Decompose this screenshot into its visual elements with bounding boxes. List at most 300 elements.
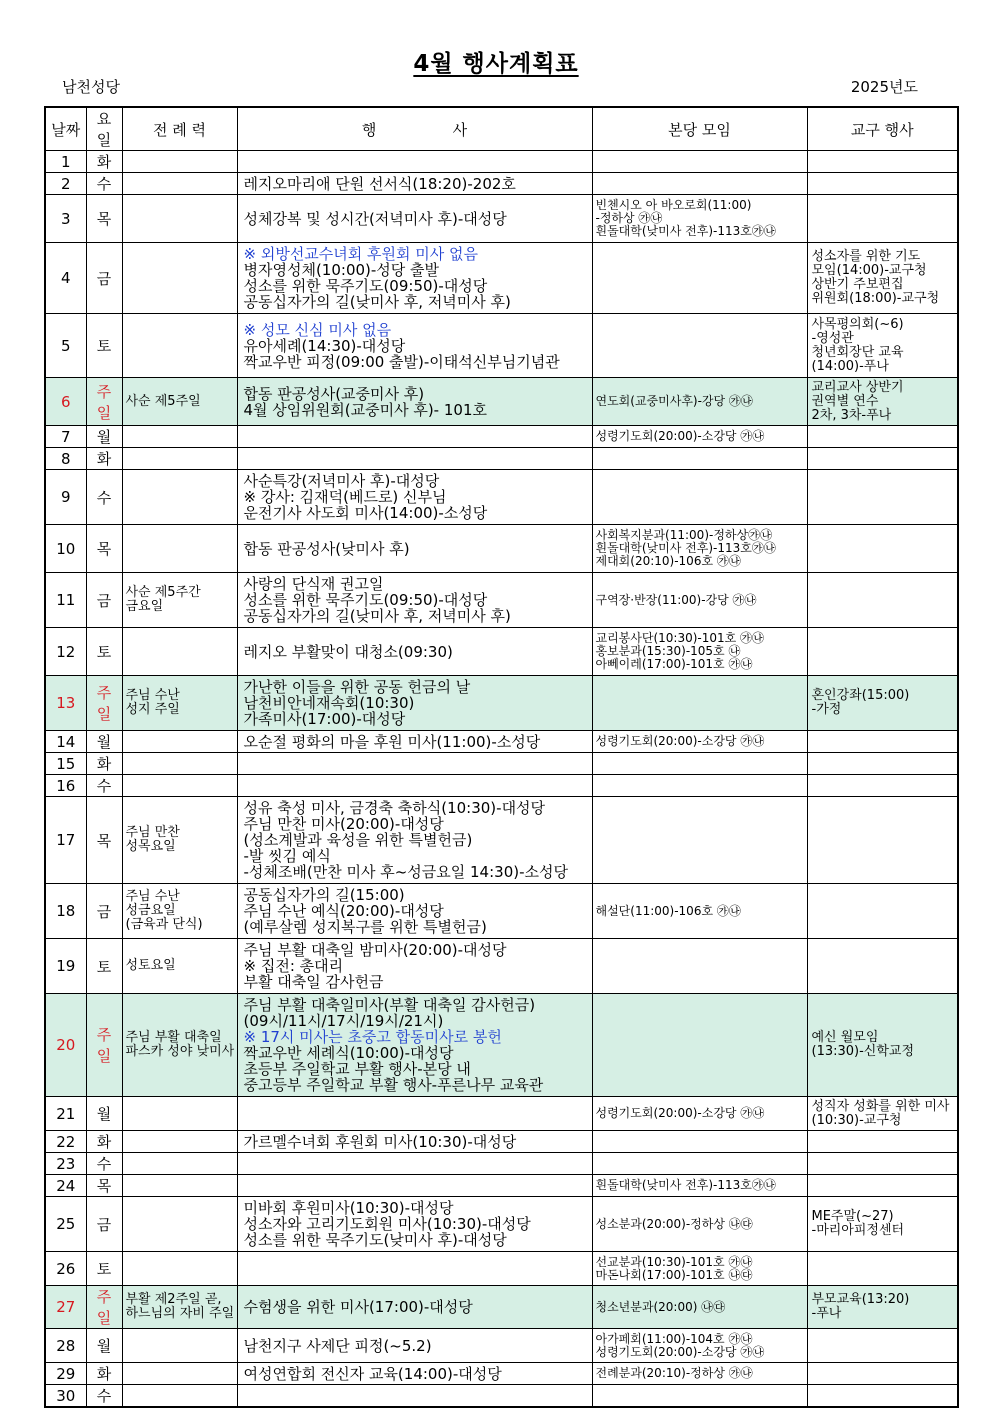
events-cell [237,173,592,195]
weekday: 주일 [86,1286,122,1329]
day-number: 18 [45,884,86,939]
diocese-cell-line: -푸나 [811,1306,842,1321]
table-row [45,994,958,1097]
table-row [45,1252,958,1286]
meetings-cell [592,426,807,448]
events-cell [237,1131,592,1153]
liturgy-cell [122,1329,237,1363]
events-cell-line: 짝교우반 피정(09:00 출발)-이태석신부님기념관 [243,352,560,371]
meetings-cell-line: 성령기도회(20:00)-소강당 ㉮㉯ [595,1344,765,1359]
day-number: 8 [45,448,86,470]
diocese-cell [807,195,958,243]
events-cell [237,628,592,676]
table-row [45,1175,958,1197]
diocese-cell-line: (10:30)-교구청 [811,1112,902,1128]
diocese-cell [807,378,958,426]
liturgy-cell [122,676,237,731]
header-parish-meetings: 본당 모임 [592,107,807,151]
diocese-cell [807,1175,958,1197]
diocese-cell-line: 상반기 주보편집 [811,277,904,292]
liturgy-cell-line: 금요일 [125,599,164,614]
diocese-cell [807,573,958,628]
events-cell-line: ※ 집전: 총대리 [243,957,344,975]
liturgy-cell [122,1175,237,1197]
liturgy-cell [122,195,237,243]
diocese-cell [807,243,958,314]
diocese-cell [807,994,958,1097]
table-row [45,1363,958,1385]
liturgy-cell [122,994,237,1097]
diocese-cell [807,628,958,676]
weekday: 주일 [86,378,122,426]
weekday: 화 [86,151,122,173]
liturgy-cell-line: 주님 만찬 [125,825,180,840]
meetings-cell [592,195,807,243]
meetings-cell [592,1252,807,1286]
events-cell-line: 4월 상임위원회(교중미사 후)- 101호 [243,400,487,419]
table-header [45,107,958,151]
weekday: 금 [86,243,122,314]
diocese-cell-line: 사목평의회(~6) [811,316,904,332]
meetings-cell-line: 흰돌대학(낮미사 전후)-113호㉮㉯ [595,1178,776,1192]
liturgy-cell [122,1385,237,1408]
events-cell [237,378,592,426]
diocese-cell-line: 모임(14:00)-교구청 [811,263,927,278]
weekday: 목 [86,195,122,243]
table-row [45,151,958,173]
events-cell-line: 성소자와 고리기도회원 미사(10:30)-대성당 [243,1215,531,1233]
day-number: 2 [45,173,86,195]
table-row [45,173,958,195]
events-cell [237,426,592,448]
day-number: 9 [45,470,86,525]
diocese-cell [807,1153,958,1175]
table-row [45,573,958,628]
meetings-cell [592,939,807,994]
meetings-cell-line: 성령기도회(20:00)-소강당 ㉮㉯ [595,1106,765,1120]
diocese-cell [807,797,958,884]
events-cell [237,151,592,173]
table-row [45,314,958,378]
meetings-cell [592,797,807,884]
liturgy-cell [122,753,237,775]
day-number: 6 [45,378,86,426]
diocese-cell-line: 2차, 3차-푸나 [811,407,892,423]
header-liturgy: 전 례 력 [122,107,237,151]
events-cell-line: 성소를 위한 묵주기도(낮미사 후)-대성당 [243,1231,507,1249]
events-cell-line: -발 씻김 예식 [243,847,331,865]
weekday: 화 [86,448,122,470]
diocese-cell [807,1385,958,1408]
events-cell [237,1153,592,1175]
events-cell-line: 레지오 부활맞이 대청소(09:30) [243,642,453,661]
diocese-cell [807,1363,958,1385]
meetings-cell [592,1097,807,1131]
events-cell [237,753,592,775]
weekday: 금 [86,1197,122,1252]
table-row [45,1385,958,1408]
events-cell-line: 오순절 평화의 마을 후원 미사(11:00)-소성당 [243,732,541,751]
weekday: 수 [86,173,122,195]
diocese-cell-line: ME주말(~27) [811,1209,894,1224]
day-number: 21 [45,1097,86,1131]
liturgy-cell [122,1197,237,1252]
events-cell-line: 사순특강(저녁미사 후)-대성당 [243,472,440,490]
meetings-cell [592,1197,807,1252]
meetings-cell-line: 사회복지분과(11:00)-정하상㉮㉯ [595,528,773,542]
events-cell [237,470,592,525]
liturgy-cell-line: 하느님의 자비 주일 [125,1306,235,1321]
diocese-cell-line: 성직자 성화를 위한 미사 [811,1098,950,1114]
liturgy-cell-line: (금육과 단식) [125,917,203,932]
day-number: 5 [45,314,86,378]
meetings-cell [592,628,807,676]
meetings-cell [592,753,807,775]
liturgy-cell [122,1252,237,1286]
events-cell-line: 합동 판공성사(낮미사 후) [243,539,410,558]
events-cell-line: 짝교우반 세례식(10:00)-대성당 [243,1044,454,1062]
weekday: 수 [86,1153,122,1175]
events-cell [237,939,592,994]
table-row [45,939,958,994]
weekday: 토 [86,628,122,676]
meetings-cell [592,1385,807,1408]
events-cell-line: 성체강복 및 성시간(저녁미사 후)-대성당 [243,209,507,228]
table-row [45,1329,958,1363]
diocese-cell [807,1131,958,1153]
events-cell [237,314,592,378]
liturgy-cell [122,470,237,525]
liturgy-cell-line: 성지 주일 [125,702,180,717]
liturgy-cell [122,573,237,628]
meetings-cell [592,470,807,525]
events-cell [237,1363,592,1385]
day-number: 24 [45,1175,86,1197]
table-row [45,731,958,753]
day-number: 12 [45,628,86,676]
events-cell-line: 남천지구 사제단 피정(~5.2) [243,1336,432,1355]
liturgy-cell [122,1131,237,1153]
events-cell-line: 부활 대축일 감사헌금 [243,973,384,991]
day-number: 19 [45,939,86,994]
events-cell-line: 유아세례(14:30)-대성당 [243,336,406,355]
weekday: 주일 [86,676,122,731]
events-cell-line: 초등부 주일학교 부활 행사-본당 내 [243,1060,471,1078]
events-cell-line: 남천비안네재속회(10:30) [243,694,415,712]
events-cell [237,195,592,243]
events-cell-line: 사랑의 단식재 권고일 [243,575,384,593]
events-cell-line: 병자영성체(10:00)-성당 출발 [243,261,440,279]
meetings-cell-line: 구역장·반장(11:00)-강당 ㉮㉯ [595,592,757,607]
header-date: 날짜 [45,107,86,151]
day-number: 3 [45,195,86,243]
liturgy-cell [122,1363,237,1385]
liturgy-cell [122,448,237,470]
table-row [45,448,958,470]
liturgy-cell-line: 주님 수난 [125,889,180,904]
table-row [45,378,958,426]
events-cell [237,731,592,753]
meetings-cell-line: 빈첸시오 아 바오로회(11:00) [595,198,752,212]
diocese-cell-line: 권역별 연수 [811,393,879,409]
events-cell [237,1385,592,1408]
table-row [45,1197,958,1252]
events-cell-line: 수험생을 위한 미사(17:00)-대성당 [243,1298,473,1316]
events-cell-line: 운전기사 사도회 미사(14:00)-소성당 [243,504,488,522]
diocese-cell [807,775,958,797]
day-number: 16 [45,775,86,797]
meetings-cell [592,1363,807,1385]
diocese-cell [807,676,958,731]
diocese-cell-line: -영성관 [811,330,854,346]
diocese-cell [807,151,958,173]
events-cell-line: 주님 부활 대축일미사(부활 대축일 감사헌금) [243,996,536,1014]
meetings-cell [592,314,807,378]
meetings-cell-line: 선교분과(10:30)-101호 ㉮㉯ [595,1254,753,1269]
events-cell-line: 성소를 위한 묵주기도(09:50)-대성당 [243,277,488,295]
day-number: 30 [45,1385,86,1408]
meetings-cell [592,1329,807,1363]
events-cell [237,797,592,884]
events-cell-line: 중고등부 주일학교 부활 행사-푸른나무 교육관 [243,1076,544,1094]
meetings-cell [592,1286,807,1329]
day-number: 15 [45,753,86,775]
diocese-cell [807,426,958,448]
weekday: 토 [86,314,122,378]
page-title: 4월 행사계획표 [413,51,579,77]
diocese-cell [807,173,958,195]
table-row [45,195,958,243]
liturgy-cell [122,151,237,173]
table-row [45,884,958,939]
liturgy-cell-line: 부활 제2주일 곧, [125,1292,222,1307]
weekday: 수 [86,775,122,797]
liturgy-cell [122,243,237,314]
liturgy-cell-line: 사순 제5주간 [125,585,201,600]
table-row [45,426,958,448]
day-number: 20 [45,994,86,1097]
meetings-cell [592,448,807,470]
events-cell-line: (예루살렘 성지복구를 위한 특별헌금) [243,918,487,936]
meetings-cell-line: 아뻬이레(17:00)-101호 ㉮㉯ [595,657,753,671]
day-number: 26 [45,1252,86,1286]
meetings-cell-line: 홍보분과(15:30)-105호 ㉯ [595,644,741,658]
liturgy-cell [122,731,237,753]
events-cell-line: 주님 수난 예식(20:00)-대성당 [243,902,444,920]
events-cell-line: 공동십자가의 길(낮미사 후, 저녁미사 후) [243,293,511,311]
meetings-cell-line: 흰돌대학(낮미사 전후)-113호㉮㉯ [595,224,776,238]
events-cell [237,525,592,573]
liturgy-cell-line: 주님 부활 대축일 [125,1030,222,1045]
table-row [45,753,958,775]
weekday: 월 [86,731,122,753]
weekday: 월 [86,1329,122,1363]
events-cell-line: 가르멜수녀회 후원회 미사(10:30)-대성당 [243,1132,517,1151]
meetings-cell [592,243,807,314]
events-cell-line: ※ 강사: 김재덕(베드로) 신부님 [243,488,447,506]
diocese-cell [807,753,958,775]
diocese-cell [807,731,958,753]
table-row [45,1286,958,1329]
weekday: 주일 [86,994,122,1097]
day-number: 25 [45,1197,86,1252]
diocese-cell [807,1097,958,1131]
table-row [45,775,958,797]
events-cell-line: (성소계발과 육성을 위한 특별헌금) [243,831,473,849]
liturgy-cell [122,173,237,195]
events-cell [237,676,592,731]
events-cell-line: 주님 만찬 미사(20:00)-대성당 [243,815,444,833]
events-cell-line: 합동 판공성사(교중미사 후) [243,384,425,403]
meetings-cell-line: 청소년분과(20:00) ㉯㉰ [595,1299,726,1314]
diocese-cell-line: -마리아피정센터 [811,1223,905,1238]
events-cell-line: 미바회 후원미사(10:30)-대성당 [243,1199,454,1217]
weekday: 화 [86,753,122,775]
day-number: 27 [45,1286,86,1329]
weekday: 수 [86,1385,122,1408]
weekday: 화 [86,1363,122,1385]
day-number: 11 [45,573,86,628]
liturgy-cell [122,628,237,676]
table-row [45,1097,958,1131]
liturgy-cell-line: 성목요일 [125,839,176,854]
events-cell-line: 여성연합회 전신자 교육(14:00)-대성당 [243,1364,502,1383]
liturgy-cell [122,1286,237,1329]
meetings-cell-line: -정하상 ㉮㉯ [595,211,663,225]
events-cell-line: 주님 부활 대축일 밤미사(20:00)-대성당 [243,941,507,959]
day-number: 29 [45,1363,86,1385]
diocese-cell [807,448,958,470]
liturgy-cell [122,426,237,448]
weekday: 금 [86,884,122,939]
weekday: 목 [86,797,122,884]
liturgy-cell [122,775,237,797]
diocese-cell [807,470,958,525]
weekday: 토 [86,939,122,994]
diocese-cell-line: 예신 월모임 [811,1030,879,1045]
diocese-cell [807,939,958,994]
events-cell [237,1329,592,1363]
meetings-cell [592,1175,807,1197]
day-number: 28 [45,1329,86,1363]
events-cell-line: 가난한 이들을 위한 공동 헌금의 날 [243,678,471,696]
events-cell-line: ※ 외방선교수녀회 후원회 미사 없음 [243,245,479,263]
meetings-cell-line: 해설단(11:00)-106호 ㉮㉯ [595,903,741,918]
header-weekday: 요일 [86,107,122,151]
meetings-cell-line: 제대회(20:10)-106호 ㉮㉯ [595,554,741,568]
meetings-cell-line: 마돈나회(17:00)-101호 ㉯㉰ [595,1267,753,1282]
diocese-cell [807,525,958,573]
meetings-cell [592,884,807,939]
diocese-cell [807,1329,958,1363]
liturgy-cell [122,1097,237,1131]
diocese-cell-line: 성소자를 위한 기도 [811,249,921,264]
meetings-cell [592,676,807,731]
liturgy-cell-line: 파스카 성야 낮미사 [125,1044,235,1059]
liturgy-cell-line: 성금요일 [125,903,176,918]
events-cell [237,884,592,939]
meetings-cell [592,151,807,173]
diocese-cell-line: 혼인강좌(15:00) [811,688,910,703]
liturgy-cell [122,939,237,994]
day-number: 14 [45,731,86,753]
meetings-cell [592,1131,807,1153]
meetings-cell-line: 성소분과(20:00)-정하상 ㉯㉰ [595,1216,753,1231]
weekday: 금 [86,573,122,628]
events-cell-line: 성소를 위한 묵주기도(09:50)-대성당 [243,591,488,609]
weekday: 목 [86,525,122,573]
table-row [45,797,958,884]
events-cell-line: 레지오마리애 단원 선서식(18:20)-202호 [243,174,516,193]
day-number: 10 [45,525,86,573]
liturgy-cell [122,378,237,426]
weekday: 화 [86,1131,122,1153]
meetings-cell-line: 아가페회(11:00)-104호 ㉮㉯ [595,1331,753,1346]
day-number: 7 [45,426,86,448]
table-row [45,676,958,731]
table-row [45,1131,958,1153]
meetings-cell-line: 연도회(교중미사후)-강당 ㉮㉯ [595,394,753,408]
events-cell-line: 공동십자가의 길(15:00) [243,886,405,904]
weekday: 수 [86,470,122,525]
diocese-cell-line: 청년회장단 교육 [811,344,904,360]
liturgy-cell [122,797,237,884]
events-cell [237,1097,592,1131]
events-cell-line: ※ 17시 미사는 초중고 합동미사로 봉헌 [243,1028,502,1046]
meetings-cell [592,525,807,573]
events-cell [237,1175,592,1197]
diocese-cell-line: 위원회(18:00)-교구청 [811,291,940,306]
header-diocese-events: 교구 행사 [807,107,958,151]
meetings-cell [592,775,807,797]
table-row [45,470,958,525]
year-label: 2025년도 [850,78,918,96]
header-events: 행 사 [237,107,592,151]
events-cell [237,994,592,1097]
liturgy-cell-line: 주님 수난 [125,688,180,703]
day-number: 4 [45,243,86,314]
diocese-cell-line: 교리교사 상반기 [811,379,904,395]
events-cell [237,448,592,470]
meetings-cell [592,731,807,753]
day-number: 22 [45,1131,86,1153]
schedule-table [44,106,959,1408]
day-number: 23 [45,1153,86,1175]
parish-name: 남천성당 [62,78,120,96]
events-cell [237,573,592,628]
liturgy-cell [122,1153,237,1175]
meetings-cell-line: 전례분과(20:10)-정하상 ㉮㉯ [595,1366,753,1380]
liturgy-cell [122,884,237,939]
meetings-cell [592,573,807,628]
table-row [45,243,958,314]
events-cell [237,1286,592,1329]
day-number: 1 [45,151,86,173]
day-number: 17 [45,797,86,884]
weekday: 월 [86,426,122,448]
meetings-cell [592,1153,807,1175]
table-row [45,628,958,676]
meetings-cell [592,173,807,195]
liturgy-cell-line: 성토요일 [125,958,176,973]
weekday: 목 [86,1175,122,1197]
meetings-cell [592,378,807,426]
diocese-cell [807,314,958,378]
diocese-cell-line: (13:30)-신학교정 [811,1044,915,1059]
events-cell [237,1252,592,1286]
diocese-cell-line: (14:00)-푸나 [811,358,889,374]
diocese-cell [807,1286,958,1329]
